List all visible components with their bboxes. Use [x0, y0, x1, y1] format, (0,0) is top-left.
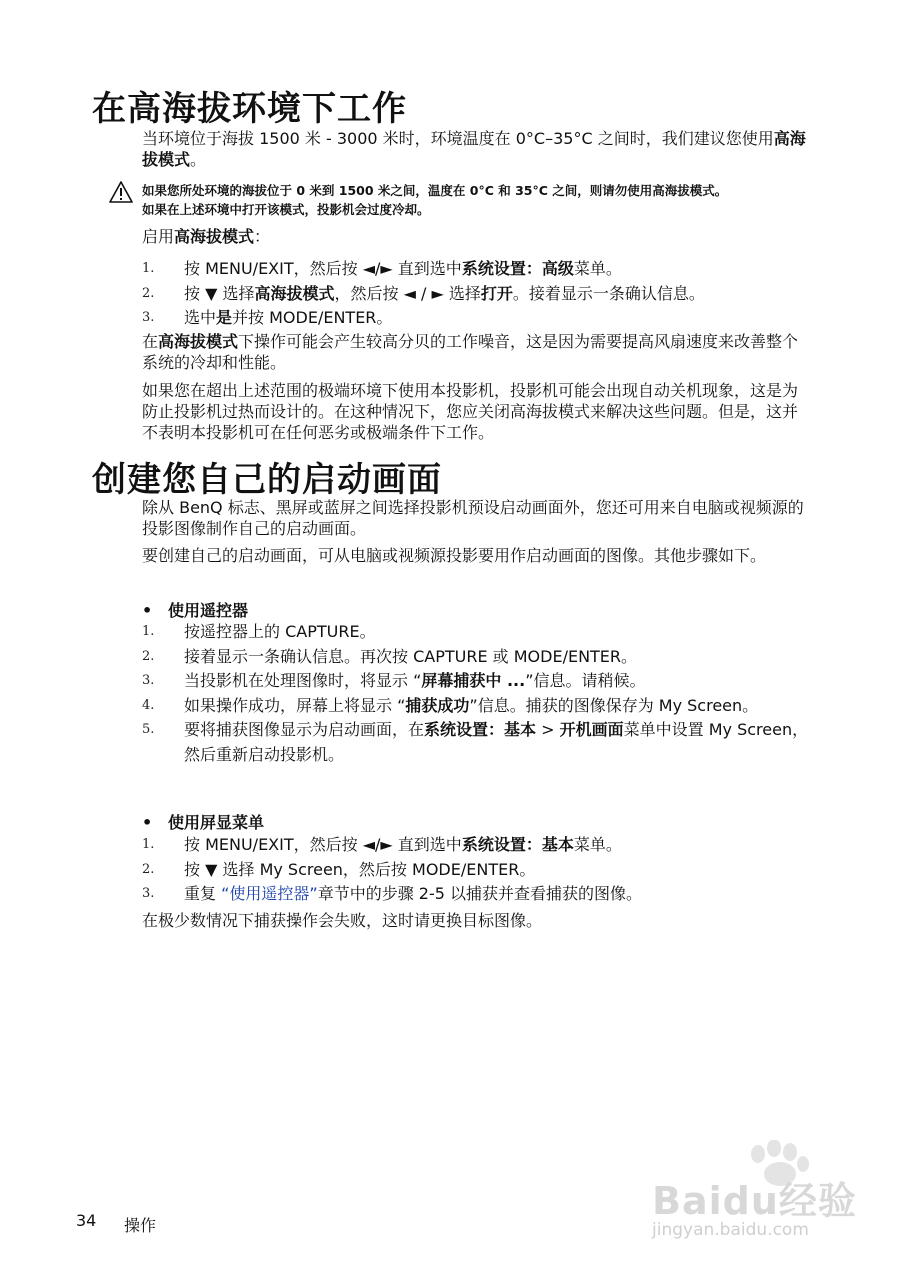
section-title-startup-screen: 创建您自己的启动画面	[92, 460, 442, 500]
list-item: 1. 按遥控器上的 CAPTURE。	[142, 622, 376, 641]
bullet-osd: • 使用屏显菜单	[142, 813, 265, 832]
cross-reference-link[interactable]: “使用遥控器”	[221, 884, 318, 903]
enable-instruction: 启用高海拔模式：	[142, 227, 271, 246]
remote-steps	[142, 620, 812, 767]
list-item: 2. 按 ▼ 选择高海拔模式，然后按 ◄ / ► 选择打开。接着显示一条确认信息。	[142, 283, 705, 303]
list-item: 3. 重复 “使用遥控器”章节中的步骤 2-5 以捕获并查看捕获的图像。	[142, 884, 642, 903]
list-item: 5. 要将捕获图像显示为启动画面，在系统设置：基本 > 开机画面菜单中设置 My Screen，然后重新启动投影机。	[142, 720, 809, 764]
warning-icon	[108, 180, 134, 204]
warning-note: 如果您所处环境的海拔位于 0 米到 1500 米之间，温度在 0°C 和 35°C 之间，则请勿使用高海拔模式。 如果在上述环境中打开该模式，投影机会过度冷却。	[142, 183, 728, 217]
bullet-remote: • 使用遥控器	[142, 601, 249, 620]
list-item: 2. 接着显示一条确认信息。再次按 CAPTURE 或 MODE/ENTER。	[142, 646, 638, 666]
high-altitude-intro: 当环境位于海拔 1500 米 - 3000 米时，环境温度在 0°C–35°C 之间时，我们建议您使用高海拔模式。	[142, 129, 806, 169]
page-number: 34	[76, 1211, 97, 1230]
noise-paragraph: 在高海拔模式下操作可能会产生较高分贝的工作噪音，这是因为需要提高风扇速度来改善整个系统的冷却和性能。	[142, 332, 799, 372]
startup-intro-2: 要创建自己的启动画面，可从电脑或视频源投影要用作启动画面的图像。其他步骤如下。	[142, 546, 767, 565]
list-item: 1. 按 MENU/EXIT，然后按 ◄/► 直到选中系统设置：基本菜单。	[142, 835, 622, 854]
list-item: 4. 如果操作成功，屏幕上将显示 “捕获成功”信息。捕获的图像保存为 My Screen。	[142, 695, 759, 715]
watermark-url: jingyan.baidu.com	[652, 1220, 809, 1240]
watermark-brand: Baidu经验	[652, 1179, 857, 1223]
list-item: 3. 当投影机在处理图像时，将显示 “屏幕捕获中 ...”信息。请稍候。	[142, 671, 646, 690]
list-item: 3. 选中是并按 MODE/ENTER。	[142, 308, 393, 327]
extreme-environment-paragraph: 如果您在超出上述范围的极端环境下使用本投影机，投影机可能会出现自动关机现象，这是为防止投影机过热而设计的。在这种情况下，您应关闭高海拔模式来解决这些问题。但是，这并不表明本投影机可在任何恶劣或极端条件下工作。	[142, 381, 799, 442]
closing-paragraph: 在极少数情况下捕获操作会失败，这时请更换目标图像。	[142, 911, 543, 930]
list-item: 1. 按 MENU/EXIT，然后按 ◄/► 直到选中系统设置：高级菜单。	[142, 259, 622, 278]
osd-steps	[142, 833, 812, 907]
footer-section-label: 操作	[124, 1216, 157, 1235]
high-altitude-steps	[142, 257, 812, 331]
section-title-high-altitude: 在高海拔环境下工作	[92, 89, 407, 129]
list-item: 2. 按 ▼ 选择 My Screen，然后按 MODE/ENTER。	[142, 859, 536, 879]
startup-intro-1: 除从 BenQ 标志、黑屏或蓝屏之间选择投影机预设启动画面外，您还可用来自电脑或视频源的投影图像制作自己的启动画面。	[142, 498, 804, 538]
